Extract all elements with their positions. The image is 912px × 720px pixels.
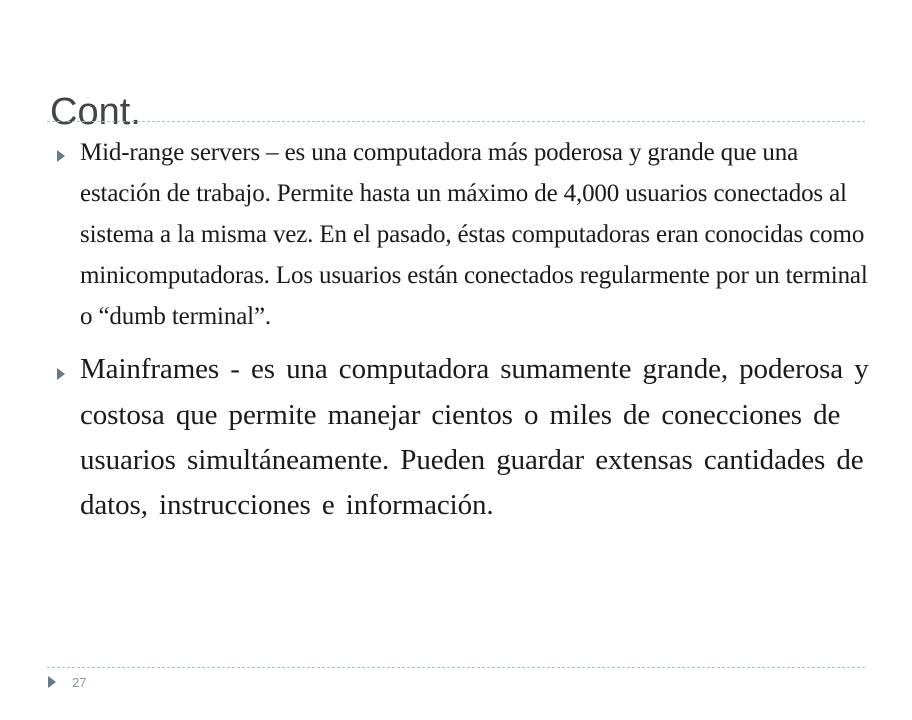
footer-divider [47,667,865,668]
title-divider [47,121,865,122]
page-number: 27 [72,675,87,690]
triangle-right-icon [48,676,56,688]
bullet-item-mid-range-servers [52,132,872,337]
bullet-text: Mainframes - es una computadora sumamente grande, poderosa y costosa que permite manejar cientos o miles de conecciones de usuarios simultáneamente. Pueden guardar extensas cantidades de datos, instrucciones e información. [80,353,869,522]
triangle-right-icon [57,150,65,162]
slide-title: Cont. [50,91,141,134]
bullet-item-mainframes [52,347,872,528]
bullet-list [52,132,872,529]
bullet-text: Mid-range servers – es una computadora más poderosa y grande que una estación de trabajo. Permite hasta un máximo de 4,000 usuarios conectados al sistema a la misma vez. En el pasado, éstas computadoras eran conocidas como minicomputadoras. Los usuarios están conectados regularmente por un terminal o “dumb terminal”. [80,139,868,331]
triangle-right-icon [57,368,65,380]
